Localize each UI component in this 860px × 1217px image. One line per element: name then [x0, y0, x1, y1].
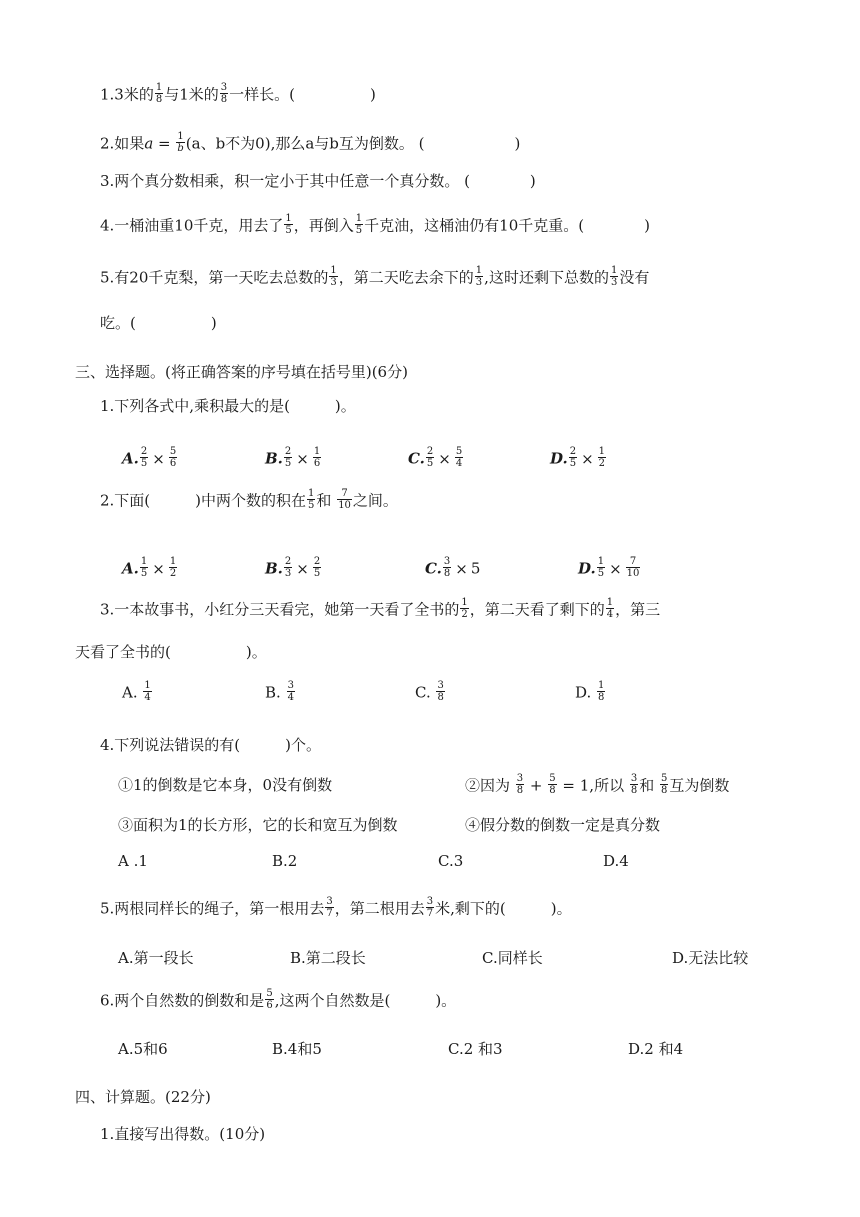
fraction: $\frac{1}{b}$: [177, 131, 184, 154]
q6-option-a[interactable]: A.5和6: [118, 1040, 168, 1058]
fraction: $\frac{1}{2}$: [461, 597, 468, 620]
question-1-stem: 1.下列各式中,乘积最大的是( )。: [100, 397, 356, 415]
fraction: $\frac{1}{4}$: [606, 597, 614, 620]
q6-option-b[interactable]: B.4和5: [272, 1040, 322, 1058]
fraction: $\frac{1}{5}$: [355, 213, 363, 236]
tf-item-5: 5.有20千克梨，第一天吃去总数的 $\frac{1}{3}$ ，第二天吃去余下的 $\frac{1}{3}$ ,这时还剩下总数的 $\frac{1}{3}$ 没有: [100, 265, 650, 288]
q5-option-d[interactable]: D.无法比较: [672, 949, 749, 967]
fraction: $\frac{1}{5}$: [285, 213, 292, 236]
q4-option-b[interactable]: B.2: [272, 852, 298, 870]
q1-option-c[interactable]: C. $\frac{2}{5}$ × $\frac{5}{4}$: [408, 446, 463, 469]
question-2-stem: 2.下面( )中两个数的积在 $\frac{1}{5}$ 和 $\frac{7}{10}$ 之间。: [100, 488, 398, 511]
answer-blank[interactable]: 一样长。( ): [229, 85, 376, 104]
q3-option-b[interactable]: B. $\frac{3}{4}$: [265, 680, 294, 703]
q3-option-a[interactable]: A. $\frac{1}{4}$: [122, 680, 151, 703]
q2-option-d[interactable]: D. $\frac{1}{5}$ × $\frac{7}{10}$: [578, 556, 640, 579]
q4-statement-4: ④假分数的倒数一定是真分数: [465, 816, 661, 834]
tf-item-2: 2.如果a = $\frac{1}{b}$ (a、b不为0),那么a与b互为倒数。 ( ): [100, 131, 521, 154]
q6-option-c[interactable]: C.2 和3: [448, 1040, 503, 1058]
fraction: $\frac{5}{6}$: [266, 988, 273, 1011]
tf-item-3[interactable]: 3.两个真分数相乘，积一定小于其中任意一个真分数。 ( ): [100, 172, 536, 190]
q3-option-d[interactable]: D. $\frac{1}{8}$: [575, 680, 605, 703]
q6-option-d[interactable]: D.2 和4: [628, 1040, 684, 1058]
question-6-stem: 6.两个自然数的倒数和是 $\frac{5}{6}$ ,这两个自然数是( )。: [100, 988, 457, 1011]
q4-statement-1: ①1的倒数是它本身，0没有倒数: [118, 776, 333, 794]
fraction: $\frac{3}{7}$: [326, 896, 333, 919]
fraction: $\frac{1}{8}$: [155, 82, 163, 105]
question-3-stem: 3.一本故事书，小红分三天看完，她第一天看了全书的 $\frac{1}{2}$ ，第二天看了剩下的 $\frac{1}{4}$ ，第三: [100, 597, 661, 620]
question-3-stem-cont: 天看了全书的( )。: [75, 643, 267, 661]
q2-option-a[interactable]: A. $\frac{1}{5}$ × $\frac{1}{2}$: [122, 556, 177, 579]
question-5-stem: 5.两根同样长的绳子，第一根用去 $\frac{3}{7}$ ，第二根用去 $\frac{3}{7}$ 米,剩下的( )。: [100, 896, 572, 919]
q5-option-a[interactable]: A.第一段长: [118, 949, 194, 967]
calc-question-1: 1.直接写出得数。(10分): [100, 1125, 266, 1143]
q4-option-c[interactable]: C.3: [438, 852, 464, 870]
q1-option-a[interactable]: A. $\frac{2}{5}$ × $\frac{5}{6}$: [122, 446, 177, 469]
q2-option-c[interactable]: C. $\frac{3}{8}$ × 5: [425, 556, 481, 579]
q1-option-d[interactable]: D. $\frac{2}{5}$ × $\frac{1}{2}$: [550, 446, 606, 469]
section-title: 三、选择题。(将正确答案的序号填在括号里)(6分): [75, 363, 408, 381]
q1-option-b[interactable]: B. $\frac{2}{5}$ × $\frac{1}{6}$: [265, 446, 321, 469]
tf-item-1: 1.3米的 $\frac{1}{8}$ 与1米的 $\frac{3}{8}$ 一样长。( ): [100, 82, 376, 105]
fraction: $\frac{3}{7}$: [426, 896, 434, 919]
q5-option-c[interactable]: C.同样长: [482, 949, 543, 967]
q4-option-a[interactable]: A .1: [118, 852, 148, 870]
fraction: $\frac{1}{3}$: [475, 265, 483, 288]
fraction: $\frac{1}{3}$: [610, 265, 618, 288]
question-4-stem: 4.下列说法错误的有( )个。: [100, 736, 322, 754]
fraction: $\frac{7}{10}$: [338, 488, 351, 511]
fraction: $\frac{1}{3}$: [330, 265, 337, 288]
q4-statement-3: ③面积为1的长方形，它的长和宽互为倒数: [118, 816, 398, 834]
answer-blank[interactable]: 千克油，这桶油仍有10千克重。( ): [364, 216, 650, 235]
fraction: $\frac{3}{8}$: [220, 82, 228, 105]
q2-option-b[interactable]: B. $\frac{2}{3}$ × $\frac{2}{5}$: [265, 556, 321, 579]
q5-option-b[interactable]: B.第二段长: [290, 949, 366, 967]
tf-item-4: 4.一桶油重10千克，用去了 $\frac{1}{5}$ ，再倒入 $\frac{1}{5}$ 千克油，这桶油仍有10千克重。( ): [100, 213, 650, 236]
fraction: $\frac{1}{5}$: [308, 488, 315, 511]
q4-option-d[interactable]: D.4: [603, 852, 629, 870]
tf-item-5-cont[interactable]: 吃。( ): [100, 314, 217, 332]
q4-statement-2: ②因为 $\frac{3}{8}$ + $\frac{5}{8}$ = 1,所以 $\frac{3}{8}$ 和 $\frac{5}{8}$ 互为倒数: [465, 773, 730, 796]
section-title: 四、计算题。(22分): [75, 1088, 211, 1106]
q3-option-c[interactable]: C. $\frac{3}{8}$: [415, 680, 444, 703]
answer-blank[interactable]: (a、b不为0),那么a与b互为倒数。 ( ): [185, 134, 521, 153]
